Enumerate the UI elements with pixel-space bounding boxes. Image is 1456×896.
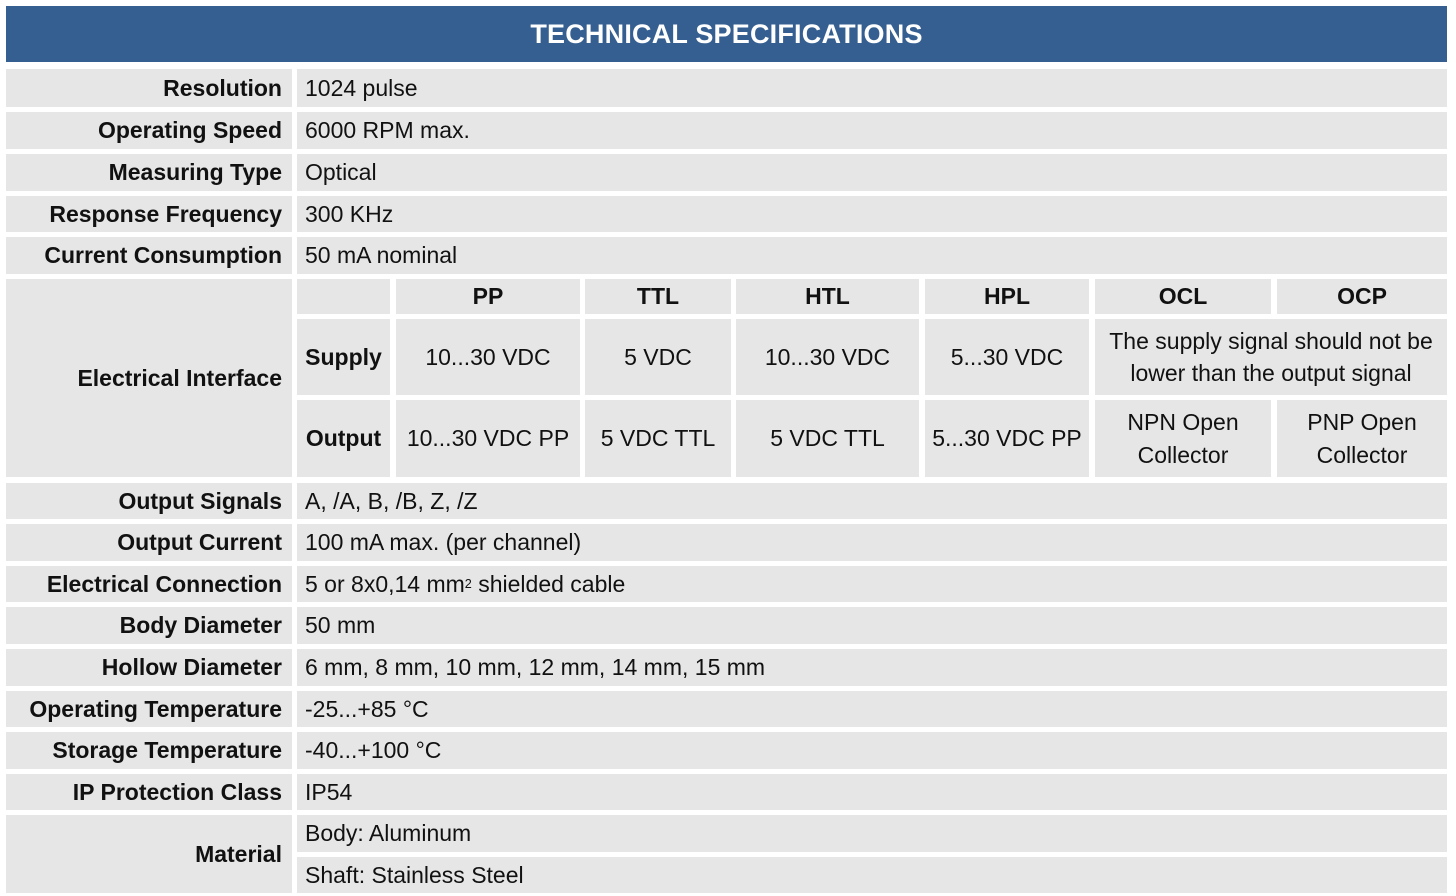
- row-label-operating-temperature: Operating Temperature: [6, 691, 292, 727]
- row-label-body-diameter: Body Diameter: [6, 607, 292, 644]
- interface-output-hpl: 5...30 VDC PP: [925, 400, 1089, 477]
- connection-value-suffix: shielded cable: [471, 570, 626, 597]
- row-value-current-consumption: 50 mA nominal: [297, 237, 1447, 274]
- interface-supply-label: Supply: [297, 319, 390, 395]
- interface-supply-htl: 10...30 VDC: [736, 319, 919, 395]
- interface-output-htl: 5 VDC TTL: [736, 400, 919, 477]
- interface-output-ttl: 5 VDC TTL: [585, 400, 731, 477]
- interface-col-pp: PP: [396, 279, 580, 314]
- row-value-hollow-diameter: 6 mm, 8 mm, 10 mm, 12 mm, 14 mm, 15 mm: [297, 649, 1447, 686]
- row-label-output-signals: Output Signals: [6, 483, 292, 519]
- row-label-electrical-interface: Electrical Interface: [6, 279, 292, 477]
- row-value-ip-protection-class: IP54: [297, 774, 1447, 810]
- row-value-resolution: 1024 pulse: [297, 69, 1447, 107]
- interface-col-ttl: TTL: [585, 279, 731, 314]
- row-label-electrical-connection: Electrical Connection: [6, 566, 292, 602]
- row-label-measuring-type: Measuring Type: [6, 154, 292, 191]
- row-label-current-consumption: Current Consumption: [6, 237, 292, 274]
- interface-output-ocp: PNP Open Collector: [1277, 400, 1447, 477]
- row-value-electrical-connection: 5 or 8x0,14 mm 2 shielded cable: [297, 566, 1447, 602]
- row-label-response-frequency: Response Frequency: [6, 196, 292, 232]
- row-value-measuring-type: Optical: [297, 154, 1447, 191]
- interface-col-ocl: OCL: [1095, 279, 1271, 314]
- row-label-ip-protection-class: IP Protection Class: [6, 774, 292, 810]
- interface-supply-ttl: 5 VDC: [585, 319, 731, 395]
- interface-col-htl: HTL: [736, 279, 919, 314]
- interface-output-label: Output: [297, 400, 390, 477]
- row-value-output-current: 100 mA max. (per channel): [297, 524, 1447, 561]
- interface-corner-cell: [297, 279, 390, 314]
- interface-col-ocp: OCP: [1277, 279, 1447, 314]
- interface-output-pp: 10...30 VDC PP: [396, 400, 580, 477]
- row-label-output-current: Output Current: [6, 524, 292, 561]
- page-title: TECHNICAL SPECIFICATIONS: [6, 6, 1447, 62]
- row-value-storage-temperature: -40...+100 °C: [297, 732, 1447, 769]
- interface-supply-pp: 10...30 VDC: [396, 319, 580, 395]
- row-value-body-diameter: 50 mm: [297, 607, 1447, 644]
- row-label-hollow-diameter: Hollow Diameter: [6, 649, 292, 686]
- row-value-material-body: Body: Aluminum: [297, 815, 1447, 852]
- row-label-operating-speed: Operating Speed: [6, 112, 292, 149]
- row-value-response-frequency: 300 KHz: [297, 196, 1447, 232]
- row-value-material-shaft: Shaft: Stainless Steel: [297, 857, 1447, 893]
- row-label-storage-temperature: Storage Temperature: [6, 732, 292, 769]
- interface-supply-ocl-ocp: The supply signal should not be lower than the output signal: [1095, 319, 1447, 395]
- row-value-output-signals: A, /A, B, /B, Z, /Z: [297, 483, 1447, 519]
- interface-col-hpl: HPL: [925, 279, 1089, 314]
- interface-output-ocl: NPN Open Collector: [1095, 400, 1271, 477]
- interface-supply-hpl: 5...30 VDC: [925, 319, 1089, 395]
- connection-value-text: 5 or 8x0,14 mm: [305, 570, 465, 597]
- row-label-resolution: Resolution: [6, 69, 292, 107]
- row-value-operating-speed: 6000 RPM max.: [297, 112, 1447, 149]
- row-label-material: Material: [6, 815, 292, 893]
- row-value-operating-temperature: -25...+85 °C: [297, 691, 1447, 727]
